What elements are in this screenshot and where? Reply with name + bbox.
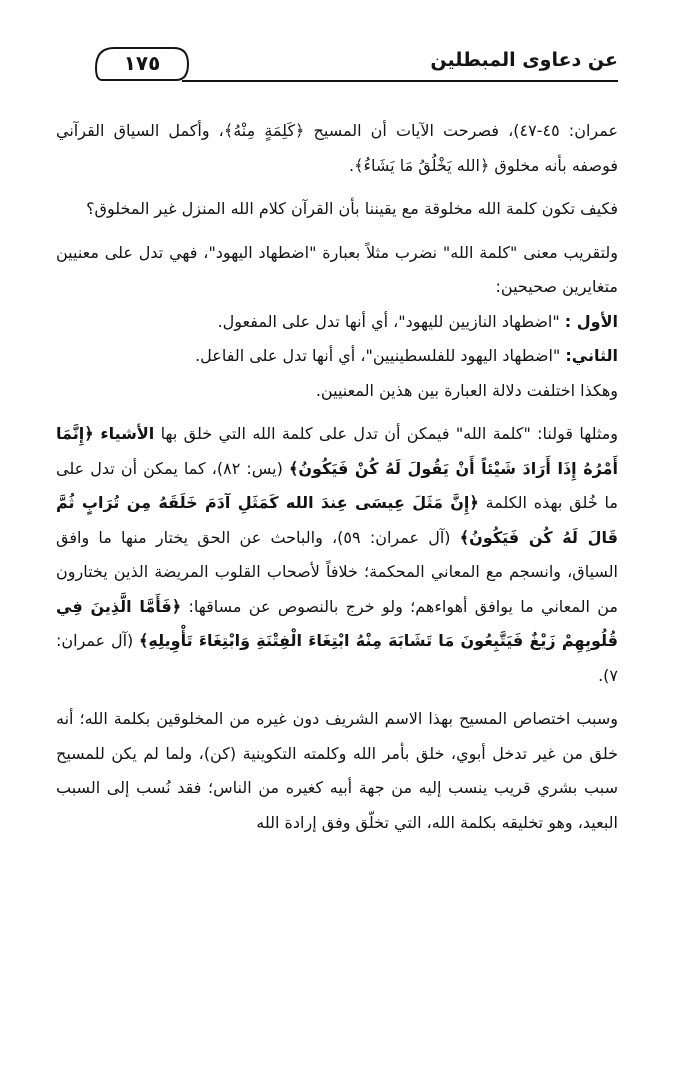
label-first: الأول : bbox=[564, 311, 618, 331]
p7-part-d: (يس: ٨٢)، كما يمكن أن تدل على ما خُلق بهذه الكلمة bbox=[56, 458, 618, 512]
p7-part-h: (آل عمران: ٧). bbox=[56, 631, 618, 685]
header-rule bbox=[182, 80, 618, 82]
page-number: ١٧٥ bbox=[123, 51, 161, 75]
paragraph-4 bbox=[56, 305, 618, 340]
page-number-badge bbox=[92, 44, 192, 82]
paragraph-7 bbox=[56, 417, 618, 693]
p7-part-b: الأشياء bbox=[100, 424, 155, 443]
paragraph-4-text: "اضطهاد النازيين لليهود"، أي أنها تدل على المفعول. bbox=[217, 311, 565, 331]
p7-part-f: (آل عمران: ٥٩)، والباحث عن الحق يختار منها ما وافق السياق، وانسجم مع المعاني المحكمة؛ خلافاً لأصحاب القلوب المريضة الذين يختارون من المعاني ما يوافق أهواءهم؛ ولو خرج بالنصوص عن مساقها: bbox=[56, 527, 619, 616]
quran-verse-1: ﴿إِنَّمَا أَمْرُهُ إِذَا أَرَادَ شَيْئاً أَنْ يَقُولَ لَهُ كُنْ فَيَكُونُ﴾ bbox=[56, 424, 619, 478]
paragraph-5 bbox=[56, 339, 618, 374]
paragraph-1: عمران: ٤٥-٤٧)، فصرحت الآيات أن المسيح ﴿كَلِمَةٍ مِنْهُ﴾، وأكمل السياق القرآني فوصفه بأنه مخلوق ﴿الله يَخْلُقُ مَا يَشَاءُ﴾. bbox=[56, 121, 619, 175]
paragraph-2: فكيف تكون كلمة الله مخلوقة مع يقيننا بأن القرآن كلام الله المنزل غير المخلوق؟ bbox=[86, 199, 618, 218]
page-body bbox=[56, 114, 618, 840]
quran-verse-2: ﴿إِنَّ مَثَلَ عِيسَى عِندَ الله كَمَثَلِ آدَمَ خَلَقَهُ مِن تُرَابٍ ثُمَّ قَالَ لَهُ كُن فَيَكُونُ﴾ bbox=[56, 493, 619, 547]
label-second: الثاني: bbox=[565, 346, 618, 365]
page-header bbox=[92, 44, 618, 92]
paragraph-6: وهكذا اختلفت دلالة العبارة بين هذين المعنيين. bbox=[315, 380, 618, 400]
paragraph-8: وسبب اختصاص المسيح بهذا الاسم الشريف دون غيره من المخلوقين بكلمة الله؛ أنه خلق من غير تدخل أبوي، خلق بأمر الله وكلمته التكوينية (كن)، ولما لم يكن للمسيح سبب بشري قريب ينسب إليه من جهة أبيه كغيره من الناس؛ فقد نُسب إلى السبب البعيد، وهو تخليقه بكلمة الله، التي تخلّق وفق إرادة الله bbox=[56, 709, 618, 832]
quran-verse-3: ﴿فَأَمَّا الَّذِينَ فِي قُلُوبِهِمْ زَيْغٌ فَيَتَّبِعُونَ مَا تَشَابَهَ مِنْهُ ابْتِغَاءَ الْفِتْنَةِ وَابْتِغَاءَ تَأْوِيلِهِ﴾ bbox=[56, 596, 618, 650]
paragraph-3: ولتقريب معنى "كلمة الله" نضرب مثلاً بعبارة "اضطهاد اليهود"، فهي تدل على معنيين متغايرين صحيحين: bbox=[56, 242, 618, 296]
p7-part-a: ومثلها قولنا: "كلمة الله" فيمكن أن تدل على كلمة الله التي خلق بها bbox=[154, 424, 619, 443]
paragraph-5-text: "اضطهاد اليهود للفلسطينيين"، أي أنها تدل على الفاعل. bbox=[195, 346, 566, 365]
running-title: عن دعاوى المبطلين bbox=[430, 49, 618, 71]
